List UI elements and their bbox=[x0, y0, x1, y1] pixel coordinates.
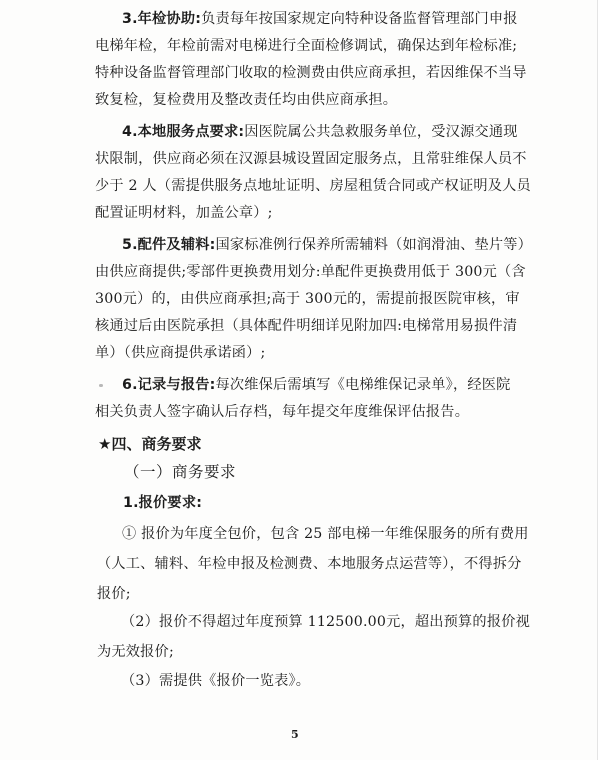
item3-line1: 3.年检协助:负责每年按国家规定向特种设备监督管理部门申报 bbox=[122, 11, 518, 27]
quote-heading: 1.报价要求: bbox=[123, 495, 203, 511]
item3-line4: 致复检，复检费用及整改责任均由供应商承担。 bbox=[95, 92, 398, 108]
section4-title: ★四、商务要求 bbox=[98, 435, 202, 453]
item4-heading: 4.本地服务点要求: bbox=[122, 124, 245, 140]
item5-line3: 300元）的，由供应商承担;高于 300元的，需提前报医院审核，审 bbox=[95, 291, 520, 307]
quote-p1-line3: 报价; bbox=[97, 586, 131, 602]
scan-speck bbox=[99, 384, 103, 387]
item5-line1: 5.配件及辅料:国家标准例行保养所需辅料（如润滑油、垫片等） bbox=[122, 237, 533, 253]
quote-p1-line1: ① 报价为年度全包价，包含 25 部电梯一年维保服务的所有费用 bbox=[122, 526, 529, 542]
item4-line4: 配置证明材料，加盖公章）; bbox=[95, 205, 273, 221]
item4-line1: 4.本地服务点要求:因医院属公共急救服务单位，受汉源交通现 bbox=[122, 124, 518, 140]
item3-line3: 特种设备监督管理部门收取的检测费由供应商承担，若因维保不当导 bbox=[95, 65, 527, 81]
item4-line2: 状限制，供应商必须在汉源县城设置固定服务点，且常驻维保人员不 bbox=[95, 151, 527, 167]
item3-heading: 3.年检协助: bbox=[122, 11, 202, 27]
page-number: 5 bbox=[291, 728, 299, 741]
item5-line5: 单）（供应商提供承诺函）; bbox=[95, 345, 266, 361]
item5-heading: 5.配件及辅料: bbox=[122, 237, 216, 253]
subsection1-title: （一）商务要求 bbox=[124, 463, 237, 481]
item6-line2: 相关负责人签字确认后存档，每年提交年度维保评估报告。 bbox=[95, 404, 470, 420]
quote-p3-line1: （3）需提供《报价一览表》。 bbox=[121, 673, 311, 689]
quote-p2-line1: （2）报价不得超过年度预算 112500.00元，超出预算的报价视 bbox=[121, 614, 530, 630]
item3-line2: 电梯年检，年检前需对电梯进行全面检修调试，确保达到年检标准; bbox=[95, 38, 518, 54]
quote-p2-line2: 为无效报价; bbox=[97, 644, 174, 660]
item5-line2: 由供应商提供;零部件更换费用划分:单配件更换费用低于 300元（含 bbox=[95, 264, 526, 280]
item4-line3: 少于 2 人（需提供服务点地址证明、房屋租赁合同或产权证明及人员 bbox=[95, 178, 531, 194]
item6-heading: 6.记录与报告: bbox=[122, 377, 216, 393]
quote-p1-line2: （人工、辅料、年检申报及检测费、本地服务点运营等），不得拆分 bbox=[97, 556, 522, 572]
item5-line4: 核通过后由医院承担（具体配件明细详见附加四:电梯常用易损件清 bbox=[95, 318, 518, 334]
item6-line1: 6.记录与报告:每次维保后需填写《电梯维保记录单》，经医院 bbox=[122, 377, 511, 393]
